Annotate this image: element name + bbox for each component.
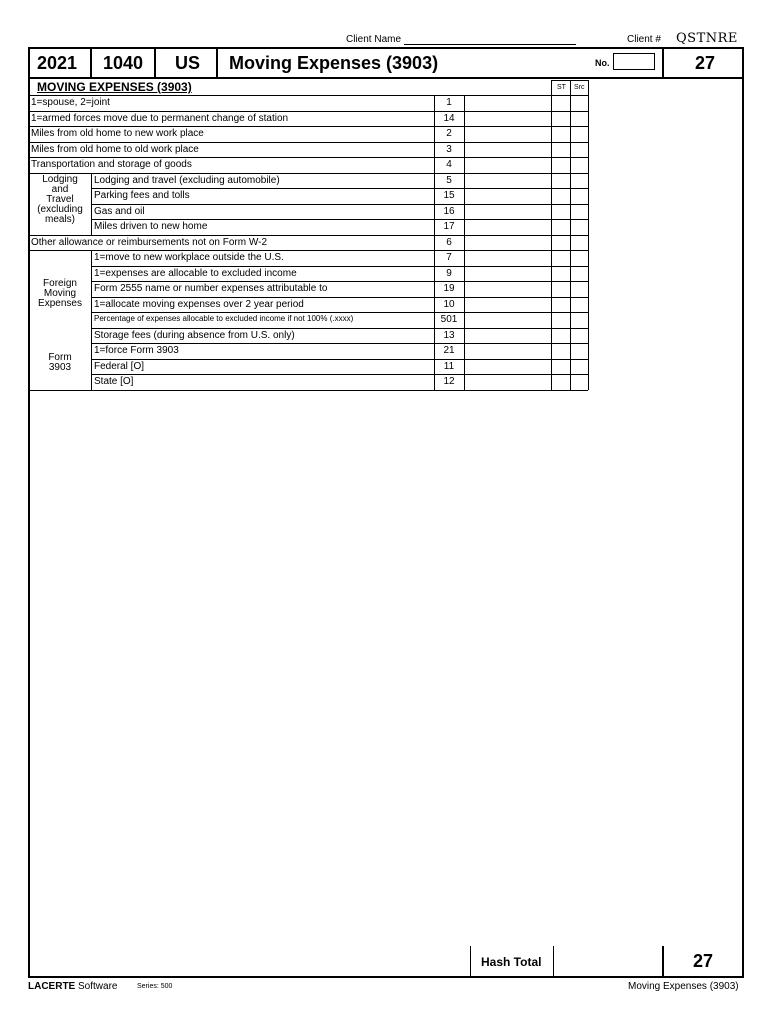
row-separator bbox=[30, 390, 588, 391]
row-code: 21 bbox=[443, 345, 455, 356]
row-label: Miles from old home to new work place bbox=[31, 128, 204, 139]
footer-page-number: 27 bbox=[662, 946, 742, 976]
row-input[interactable] bbox=[465, 266, 551, 282]
code-column-left bbox=[434, 95, 435, 390]
group-foreign-label: Foreign Moving Expenses bbox=[38, 278, 82, 309]
form-title: Moving Expenses (3903) bbox=[229, 52, 439, 73]
group-form3903-label: Form 3903 bbox=[48, 352, 72, 373]
group-lodging-label: Lodging and Travel (excluding meals) bbox=[37, 174, 83, 225]
row-code: 6 bbox=[446, 236, 452, 248]
row-label: Parking fees and tolls bbox=[94, 190, 190, 201]
form-number: 1040 bbox=[92, 49, 156, 77]
row-input[interactable] bbox=[465, 328, 551, 344]
row-code: 501 bbox=[440, 314, 458, 325]
client-number-value: QSTNRE bbox=[676, 31, 738, 46]
row-code: 15 bbox=[443, 190, 455, 201]
client-number-label: Client # bbox=[627, 34, 661, 45]
row-input[interactable] bbox=[465, 297, 551, 313]
row-input[interactable] bbox=[465, 204, 551, 220]
row-input[interactable] bbox=[465, 95, 551, 111]
row-input[interactable] bbox=[465, 281, 551, 297]
row-code: 19 bbox=[443, 283, 455, 294]
row-code: 14 bbox=[443, 112, 455, 124]
no-input[interactable] bbox=[613, 53, 655, 70]
row-input[interactable] bbox=[465, 235, 551, 251]
no-label: No. bbox=[595, 58, 610, 68]
row-input[interactable] bbox=[465, 343, 551, 359]
page-number: 27 bbox=[662, 49, 746, 77]
row-code: 1 bbox=[446, 97, 452, 108]
row-input[interactable] bbox=[465, 126, 551, 142]
row-label: State [O] bbox=[94, 376, 134, 387]
row-input[interactable] bbox=[465, 188, 551, 204]
series-label: Series: 500 bbox=[137, 983, 173, 990]
src-column-left bbox=[570, 80, 571, 390]
row-code: 13 bbox=[443, 329, 455, 341]
section-title: MOVING EXPENSES (3903) bbox=[37, 80, 192, 94]
row-input[interactable] bbox=[465, 312, 551, 328]
code-column-right bbox=[464, 95, 465, 390]
group-divider-foreign bbox=[91, 250, 92, 390]
row-input[interactable] bbox=[465, 219, 551, 235]
footer-box bbox=[28, 946, 744, 978]
row-input[interactable] bbox=[465, 374, 551, 390]
row-label: Lodging and travel (excluding automobile) bbox=[94, 174, 280, 186]
row-code: 9 bbox=[446, 267, 452, 279]
client-name-field[interactable] bbox=[404, 44, 576, 45]
row-label: Percentage of expenses allocable to excluded income if not 100% (.xxxx) bbox=[94, 314, 354, 323]
row-code: 4 bbox=[446, 159, 452, 170]
row-code: 5 bbox=[446, 174, 452, 186]
row-input[interactable] bbox=[465, 111, 551, 127]
row-code: 2 bbox=[446, 128, 452, 139]
group-divider-lodging bbox=[91, 173, 92, 235]
row-code: 3 bbox=[446, 143, 452, 155]
row-code: 16 bbox=[443, 205, 455, 217]
row-label: Form 2555 name or number expenses attributable to bbox=[94, 283, 328, 294]
row-label: Gas and oil bbox=[94, 205, 145, 217]
st-src-top-line bbox=[551, 80, 588, 81]
row-label: Storage fees (during absence from U.S. only) bbox=[94, 329, 295, 341]
row-input[interactable] bbox=[465, 142, 551, 158]
brand-logo: LACERTE Software bbox=[28, 981, 118, 992]
hash-total-label: Hash Total bbox=[481, 955, 542, 969]
row-label: Other allowance or reimbursements not on Form W-2 bbox=[31, 236, 268, 248]
st-column-label: ST bbox=[557, 84, 566, 91]
row-label: 1=force Form 3903 bbox=[94, 345, 179, 356]
row-code: 10 bbox=[443, 298, 455, 310]
row-code: 7 bbox=[446, 252, 452, 263]
row-input[interactable] bbox=[465, 250, 551, 266]
form-header bbox=[28, 47, 744, 79]
grid-right-edge bbox=[588, 80, 589, 390]
row-label: 1=move to new workplace outside the U.S. bbox=[94, 252, 284, 263]
row-input[interactable] bbox=[465, 173, 551, 189]
row-code: 17 bbox=[443, 221, 455, 232]
row-input[interactable] bbox=[465, 157, 551, 173]
row-label: 1=armed forces move due to permanent change of station bbox=[31, 112, 289, 124]
row-code: 12 bbox=[443, 376, 455, 387]
row-label: Miles from old home to old work place bbox=[31, 143, 199, 155]
client-name-label: Client Name bbox=[346, 34, 402, 45]
row-label: Transportation and storage of goods bbox=[31, 159, 192, 170]
row-label: 1=expenses are allocable to excluded income bbox=[94, 267, 297, 279]
row-input[interactable] bbox=[465, 359, 551, 375]
row-label: 1=spouse, 2=joint bbox=[31, 97, 110, 108]
tax-year: 2021 bbox=[30, 49, 92, 77]
src-column-label: Src bbox=[574, 84, 585, 91]
jurisdiction: US bbox=[156, 49, 218, 77]
row-label: Federal [O] bbox=[94, 360, 145, 372]
st-column-left bbox=[551, 80, 552, 390]
row-label: Miles driven to new home bbox=[94, 221, 208, 232]
row-label: 1=allocate moving expenses over 2 year period bbox=[94, 298, 304, 310]
row-code: 11 bbox=[443, 360, 455, 372]
footer-form-title: Moving Expenses (3903) bbox=[628, 981, 739, 992]
